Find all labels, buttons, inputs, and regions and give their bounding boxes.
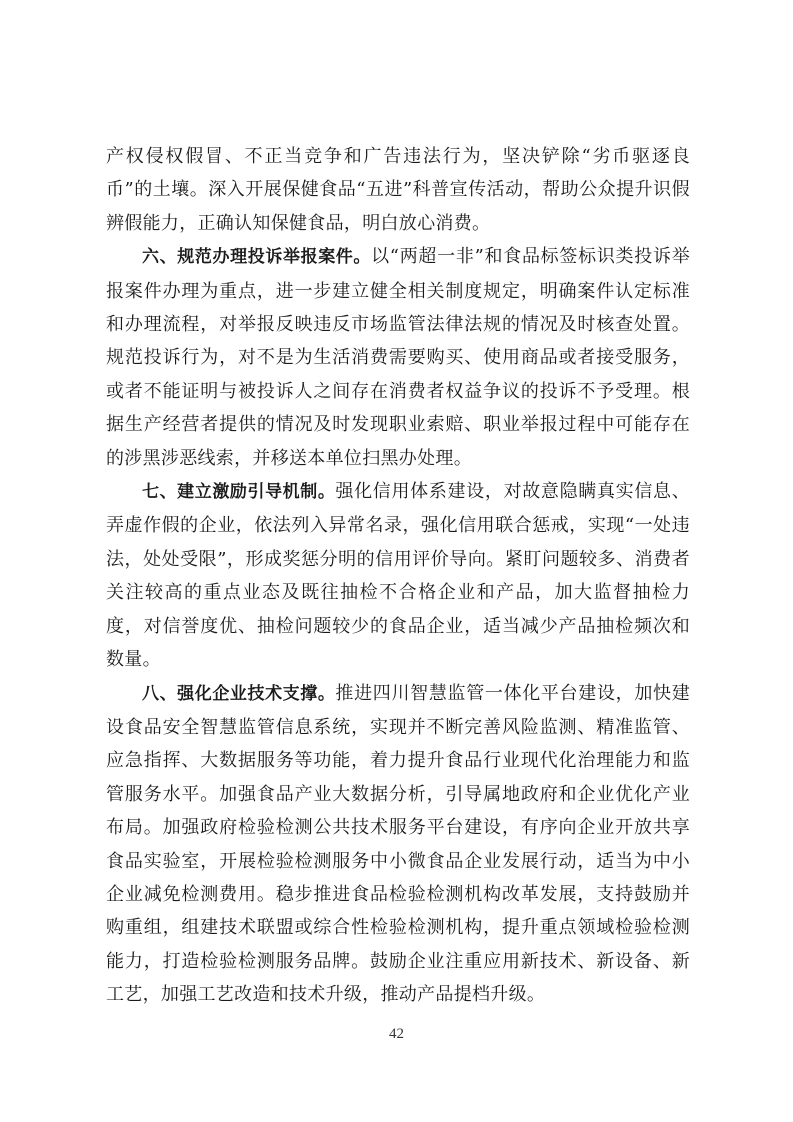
section-heading: 六、规范办理投诉举报案件。 — [142, 247, 372, 268]
paragraph-section-8 — [106, 677, 690, 1012]
document-body — [106, 140, 690, 1012]
paragraph-section-7 — [106, 475, 690, 676]
paragraph-text: 产权侵权假冒、不正当竞争和广告违法行为，坚决铲除“劣币驱逐良币”的土壤。深入开展保健食品“五进”科普宣传活动，帮助公众提升识假辨假能力，正确认知保健食品，明白放心消费。 — [106, 146, 690, 234]
paragraph-section-6 — [106, 240, 690, 475]
page-number: 42 — [389, 1026, 404, 1042]
section-heading: 八、强化企业技术支撑。 — [142, 683, 336, 704]
paragraph-text: 推进四川智慧监管一体化平台建设，加快建设食品安全智慧监管信息系统，实现并不断完善风险监测、精准监管、应急指挥、大数据服务等功能，着力提升食品行业现代化治理能力和监管服务水平。加强食品产业大数据分析，引导属地政府和企业优化产业布局。加强政府检验检测公共技术服务平台建设，有序向企业开放共享食品实验室，开展检验检测服务中小微食品企业发展行动，适当为中小企业减免检测费用。稳步推进食品检验检测机构改革发展，支持鼓励并购重组，组建技术联盟或综合性检验检测机构，提升重点领域检验检测能力，打造检验检测服务品牌。鼓励企业注重应用新技术、新设备、新工艺，加强工艺改造和技术升级，推动产品提档升级。 — [106, 682, 691, 1006]
paragraph-continuation — [106, 140, 690, 240]
paragraph-text: 强化信用体系建设，对故意隐瞒真实信息、弄虚作假的企业，依法列入异常名录，强化信用联合惩戒，实现“一处违法，处处受限”，形成奖惩分明的信用评价导向。紧盯问题较多、消费者关注较高的重点业态及既往抽检不合格企业和产品，加大监督抽检力度，对信誉度优、抽检问题较少的食品企业，适当减少产品抽检频次和数量。 — [106, 481, 691, 671]
section-heading: 七、建立激励引导机制。 — [142, 482, 336, 503]
paragraph-text: 以“两超一非”和食品标签标识类投诉举报案件办理为重点，进一步建立健全相关制度规定，明确案件认定标准和办理流程，对举报反映违反市场监管法律法规的情况及时核查处置。规范投诉行为，对不是为生活消费需要购买、使用商品或者接受服务，或者不能证明与被投诉人之间存在消费者权益争议的投诉不予受理。根据生产经营者提供的情况及时发现职业索赔、职业举报过程中可能存在的涉黑涉恶线索，并移送本单位扫黑办处理。 — [106, 246, 690, 469]
